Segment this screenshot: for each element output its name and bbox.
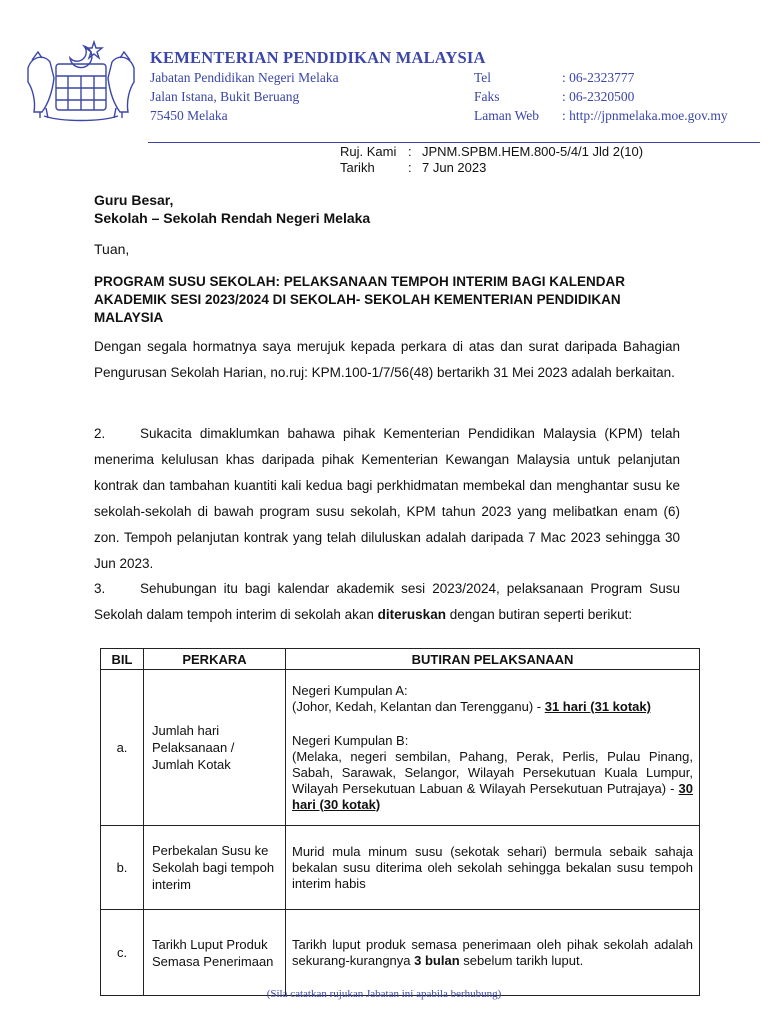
- implementation-table: [100, 648, 700, 996]
- paragraph-2: [94, 421, 680, 577]
- ministry-name: KEMENTERIAN PENDIDIKAN MALAYSIA: [150, 48, 486, 67]
- paragraph-3: [94, 576, 680, 628]
- row-number: c.: [101, 910, 144, 996]
- row-detail: Murid mula minum susu (sekotak sehari) bermula sebaik sahaja bekalan susu diterima oleh sekolah sehingga bekalan susu tempoh interim habis: [286, 826, 700, 910]
- table-header-row: [101, 649, 700, 670]
- paragraph-text: Sukacita dimaklumkan bahawa pihak Kementerian Pendidikan Malaysia (KPM) telah menerima kelulusan khas daripada pihak Kementerian Kewangan Malaysia untuk pelanjutan kontrak dan tambahan kuantiti kali kedua bagi perkhidmatan membekal dan menghantar susu ke sekolah-sekolah di bawah program susu sekolah, KPM tahun 2023 yang melibatkan enam (6) zon. Tempoh pelanjutan kontrak yang telah diluluskan adalah daripada 7 Mac 2023 sehingga 30 Jun 2023.: [94, 426, 680, 571]
- contact-value: : 06-2320500: [562, 89, 635, 104]
- row-item: Jumlah hari Pelaksanaan / Jumlah Kotak: [144, 670, 286, 826]
- contact-label: Tel: [474, 70, 492, 85]
- row-detail: [286, 670, 700, 826]
- header-divider: [148, 142, 760, 143]
- group-a-title: Negeri Kumpulan A:: [292, 682, 408, 698]
- malaysia-coat-of-arms-icon: [22, 38, 140, 124]
- group-a-days: 31 hari (31 kotak): [544, 698, 651, 714]
- table-row: [101, 910, 700, 996]
- paragraph-text: Sehubungan itu bagi kalendar akademik sesi 2023/2024, pelaksanaan Program Susu Sekolah dalam tempoh interim di sekolah akan: [94, 581, 680, 622]
- footer-note: (Sila catatkan rujukan Jabatan ini apabila berhubung): [266, 988, 502, 1000]
- contact-tel: [474, 68, 728, 87]
- reference-value: 7 Jun 2023: [422, 160, 487, 175]
- group-b-detail: [292, 749, 693, 813]
- row-item: Perbekalan Susu ke Sekolah bagi tempoh interim: [144, 826, 286, 910]
- contact-value: : http://jpnmelaka.moe.gov.my: [562, 108, 728, 123]
- addressee-line: Guru Besar,: [94, 192, 174, 208]
- contact-label: Laman Web: [474, 108, 540, 123]
- group-a-detail: [292, 699, 693, 715]
- paragraph-number: 3.: [94, 581, 106, 596]
- group-b-title: Negeri Kumpulan B:: [292, 732, 409, 748]
- reference-separator: :: [408, 160, 412, 175]
- subject-heading: PROGRAM SUSU SEKOLAH: PELAKSANAAN TEMPOH INTERIM BAGI KALENDAR AKADEMIK SESI 2023/2024 DI SEKOLAH- SEKOLAH KEMENTERIAN PENDIDIKAN MALAYSIA: [94, 274, 626, 325]
- office-address: [150, 68, 339, 125]
- detail-text: sebelum tarikh luput.: [459, 952, 584, 968]
- paragraph-number: 2.: [94, 426, 106, 441]
- group-b-states: (Melaka, negeri sembilan, Pahang, Perak, Perlis, Pulau Pinang, Sabah, Sarawak, Selangor, Wilayah Persekutuan Kuala Lumpur, Wilayah Persekutuan Labuan & Wilayah Persekutuan Putrajaya) -: [292, 748, 693, 796]
- column-header: BIL: [101, 649, 144, 670]
- address-line: 75450 Melaka: [150, 108, 228, 123]
- contact-web: [474, 106, 728, 125]
- contact-fax: [474, 87, 728, 106]
- table-row: [101, 670, 700, 826]
- row-number: a.: [101, 670, 144, 826]
- group-b-days: 30 hari (30 kotak): [292, 780, 693, 812]
- address-line: Jabatan Pendidikan Negeri Melaka: [150, 70, 339, 85]
- paragraph-text: dengan butiran seperti berikut:: [445, 607, 633, 622]
- reference-row: [340, 160, 643, 176]
- detail-text: Tarikh luput produk semasa penerimaan oleh pihak sekolah adalah sekurang-kurangnya: [292, 936, 693, 968]
- paragraph-1: Dengan segala hormatnya saya merujuk kepada perkara di atas dan surat daripada Bahagian Pengurusan Sekolah Harian, no.ruj: KPM.100-1/7/56(48) bertarikh 31 Mei 2023 adalah berkaitan.: [94, 339, 680, 380]
- table-row: [101, 826, 700, 910]
- salutation: Tuan,: [94, 241, 130, 257]
- reference-value: JPNM.SPBM.HEM.800-5/4/1 Jld 2(10): [422, 144, 644, 159]
- column-header: BUTIRAN PELAKSANAAN: [286, 649, 700, 670]
- row-number: b.: [101, 826, 144, 910]
- group-a-states: (Johor, Kedah, Kelantan dan Terengganu) -: [292, 698, 545, 714]
- detail-emphasis: 3 bulan: [414, 952, 460, 968]
- contact-label: Faks: [474, 89, 500, 104]
- spacer: [292, 715, 693, 733]
- reference-label: Ruj. Kami: [340, 144, 397, 159]
- reference-separator: :: [408, 144, 412, 159]
- addressee-line: Sekolah – Sekolah Rendah Negeri Melaka: [94, 210, 371, 226]
- contact-block: [474, 68, 728, 125]
- addressee: [94, 191, 370, 227]
- reference-row: [340, 144, 643, 160]
- column-header: PERKARA: [144, 649, 286, 670]
- paragraph-emphasis: diteruskan: [377, 607, 446, 622]
- contact-value: : 06-2323777: [562, 70, 635, 85]
- row-detail: [286, 910, 700, 996]
- row-item: Tarikh Luput Produk Semasa Penerimaan: [144, 910, 286, 996]
- reference-label: Tarikh: [340, 160, 375, 175]
- address-line: Jalan Istana, Bukit Beruang: [150, 89, 300, 104]
- reference-block: [340, 144, 643, 176]
